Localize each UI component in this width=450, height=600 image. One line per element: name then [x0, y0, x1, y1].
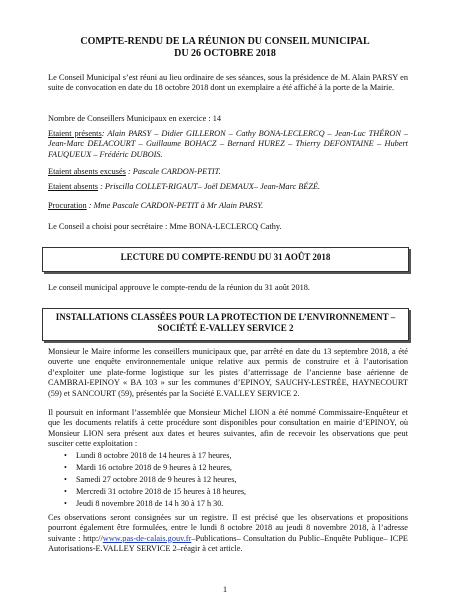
section-title-lecture: LECTURE DU COMPTE-RENDU DU 31 AOÛT 2018: [120, 252, 331, 262]
excuses-paragraph: [48, 167, 408, 177]
list-item: • Lundi 8 octobre 2018 de 14 heures à 17 heures,: [62, 450, 402, 462]
installations-paragraph-2: Il poursuit en informant l’assemblée que Monsieur Michel LION a été nommé Commissaire-Enquêteur et que les documents relatifs à cette procédure sont disponibles pour consultation en mairie d’EPINOY, où Monsieur LION sera présent aux dates et heures suivantes, afin de recevoir les observations que peut susciter cette exploitation :: [48, 408, 408, 449]
document-title: [40, 36, 410, 60]
excuses-names: : Pascale CARDON-PETIT.: [125, 167, 221, 176]
section-title-line-2: SOCIÉTÉ E-VALLEY SERVICE 2: [157, 323, 294, 333]
procuration-text: : Mme Pascale CARDON-PETIT à Mr Alain PARSY.: [86, 201, 264, 210]
list-item: • Mercredi 31 octobre 2018 de 15 heures à 18 heures,: [62, 486, 402, 498]
list-item: • Mardi 16 octobre 2018 de 9 heures à 12 heures,: [62, 462, 402, 474]
absents-paragraph: [48, 182, 408, 192]
page-number: 1: [222, 584, 228, 594]
title-line-2: DU 26 OCTOBRE 2018: [174, 48, 276, 59]
prefecture-link[interactable]: www.pas-de-calais.gouv.fr: [102, 533, 192, 543]
presents-names: : Alain PARSY – Didier GILLERON – Cathy BONA-LECLERCQ – Jean-Luc THÉRON – Jean-Marc DELACOURT – Guillaume BOHACZ – Bernard HUREZ – Thierry DEFONTAINE – Hubert FAUQUEUX – Frédéric DUBOIS.: [48, 129, 409, 159]
excuses-label: Etaient absents excusés: [48, 167, 126, 176]
list-item: • Jeudi 8 novembre 2018 de 14 h 30 à 17 h 30.: [62, 498, 402, 510]
absents-label: Etaient absents: [48, 182, 98, 191]
absents-names: : Priscilla COLLET-RIGAUT– Joël DEMAUX– Jean-Marc BÉZÉ.: [98, 182, 321, 191]
procuration-paragraph: [48, 201, 408, 211]
section-box-installations: [42, 308, 409, 341]
section-box-lecture: [42, 247, 409, 272]
lecture-paragraph: Le conseil municipal approuve le compte-rendu de la réunion du 31 août 2018.: [48, 283, 310, 292]
installations-paragraph-3: [48, 513, 408, 555]
permanence-dates-list: [62, 450, 402, 510]
secretaire-paragraph: Le Conseil a choisi pour secrétaire : Mme BONA-LECLERCQ Cathy.: [48, 222, 282, 231]
observations-text: Ces observations seront consignées sur un registre. Il est précisé que les observations et propositions pourront également être formulées, entre le lundi 8 octobre 2018 au jeudi 8 novembre 2018, à l’adresse suivante : http://: [48, 513, 408, 543]
presents-paragraph: [48, 129, 408, 160]
installations-paragraph-1: Monsieur le Maire informe les conseillers municipaux que, par arrêté en date du 13 septembre 2018, a été ouverte une enquête environnementale unique relative aux permis de construire et à l’autorisation d’exploiter une plate-forme logistique sur les pistes d’atterrissage de l’ancienne base aérienne de CAMBRAI-EPINOY « BA 103 » sur les communes d’EPINOY, SAUCHY-LESTRÉE, HAYNECOURT (59) et SANCOURT (59), présentés par la Société E.VALLEY SERVICE 2.: [48, 347, 408, 398]
observations-path: –Publications– Consultation du Public–Enquête Publique– ICPE Autorisations-E.VALLEY SERVICE 2–réagir à cet article.: [48, 533, 408, 554]
council-count: Nombre de Conseillers Municipaux en exercice : 14: [48, 114, 222, 123]
title-line-1: COMPTE-RENDU DE LA RÉUNION DU CONSEIL MUNICIPAL: [80, 36, 370, 47]
list-item: • Samedi 27 octobre 2018 de 9 heures à 12 heures,: [62, 474, 402, 486]
presents-label: Etaient présents: [48, 129, 102, 138]
section-title-line-1: INSTALLATIONS CLASSÉES POUR LA PROTECTION DE L’ENVIRONNEMENT –: [55, 312, 396, 322]
procuration-label: Procuration: [48, 201, 87, 210]
intro-paragraph: Le Conseil Municipal s’est réuni au lieu ordinaire de ses séances, sous la présidence de M. Alain PARSY en suite de convocation en date du 18 octobre 2018 dont un exemplaire a été affiché à la porte de la Mairie.: [48, 73, 408, 93]
